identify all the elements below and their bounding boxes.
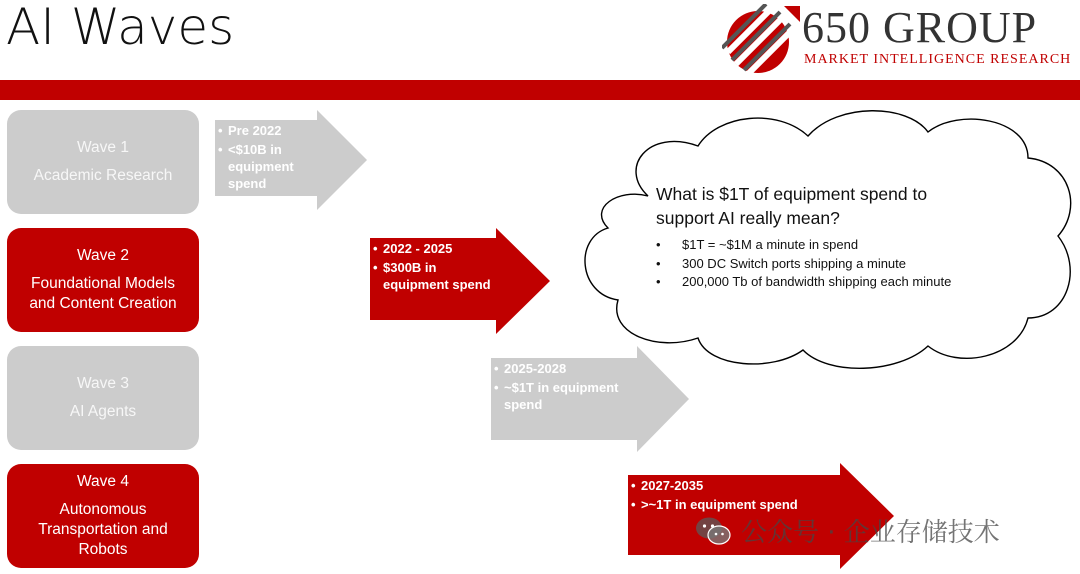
company-logo bbox=[722, 4, 1072, 74]
wave-1-arrow-period: • Pre 2022 bbox=[218, 122, 318, 139]
wave-3-name: AI Agents bbox=[69, 403, 137, 420]
wave-3-arrow-spend: • ~$1T in equipment spend bbox=[494, 379, 639, 413]
cloud-bullet-2: • 300 DC Switch ports shipping a minute bbox=[656, 255, 986, 274]
wechat-icon bbox=[695, 516, 731, 546]
cloud-question: What is $1T of equipment spend to support AI really mean? bbox=[656, 184, 928, 228]
wave-1-number: Wave 1 bbox=[77, 139, 129, 156]
cloud-content bbox=[656, 182, 986, 292]
wave-3-arrow-period: • 2025-2028 bbox=[494, 360, 639, 377]
wave-1-arrow-spend: • <$10B in equipment spend bbox=[218, 141, 318, 192]
wave-3-box bbox=[7, 346, 199, 450]
wave-4-arrow-spend: • >~1T in equipment spend bbox=[631, 496, 851, 513]
cloud-bullet-list bbox=[656, 236, 986, 292]
logo-tagline: MARKET INTELLIGENCE RESEARCH bbox=[804, 52, 1072, 67]
wave-2-arrow-spend: • $300B in equipment spend bbox=[373, 259, 503, 293]
logo-name: 650 GROUP bbox=[802, 3, 1038, 52]
wave-1-box bbox=[7, 110, 199, 214]
page-title: AI Waves bbox=[6, 0, 235, 56]
wave-4-box bbox=[7, 464, 199, 568]
wave-2-name: Foundational Models and Content Creation bbox=[29, 275, 177, 312]
watermark-text: 公众号 · 企业存储技术 bbox=[741, 518, 1000, 548]
header-divider-bar bbox=[0, 80, 1080, 100]
wave-4-name: Autonomous Transportation and Robots bbox=[38, 501, 168, 558]
wave-3-number: Wave 3 bbox=[77, 375, 129, 392]
wave-4-number: Wave 4 bbox=[77, 473, 129, 490]
cloud-bullet-3: • 200,000 Tb of bandwidth shipping each minute bbox=[656, 273, 986, 292]
wave-1-name: Academic Research bbox=[33, 167, 173, 184]
watermark bbox=[695, 512, 1000, 549]
wave-4-arrow-period: • 2027-2035 bbox=[631, 477, 851, 494]
wave-2-number: Wave 2 bbox=[77, 247, 129, 264]
wave-2-box bbox=[7, 228, 199, 332]
cloud-bullet-1: • $1T = ~$1M a minute in spend bbox=[656, 236, 986, 255]
wave-2-arrow-period: • 2022 - 2025 bbox=[373, 240, 503, 257]
wave-1-arrow bbox=[215, 110, 367, 210]
wave-2-arrow bbox=[370, 228, 550, 334]
logo-swoosh-icon bbox=[722, 4, 802, 74]
